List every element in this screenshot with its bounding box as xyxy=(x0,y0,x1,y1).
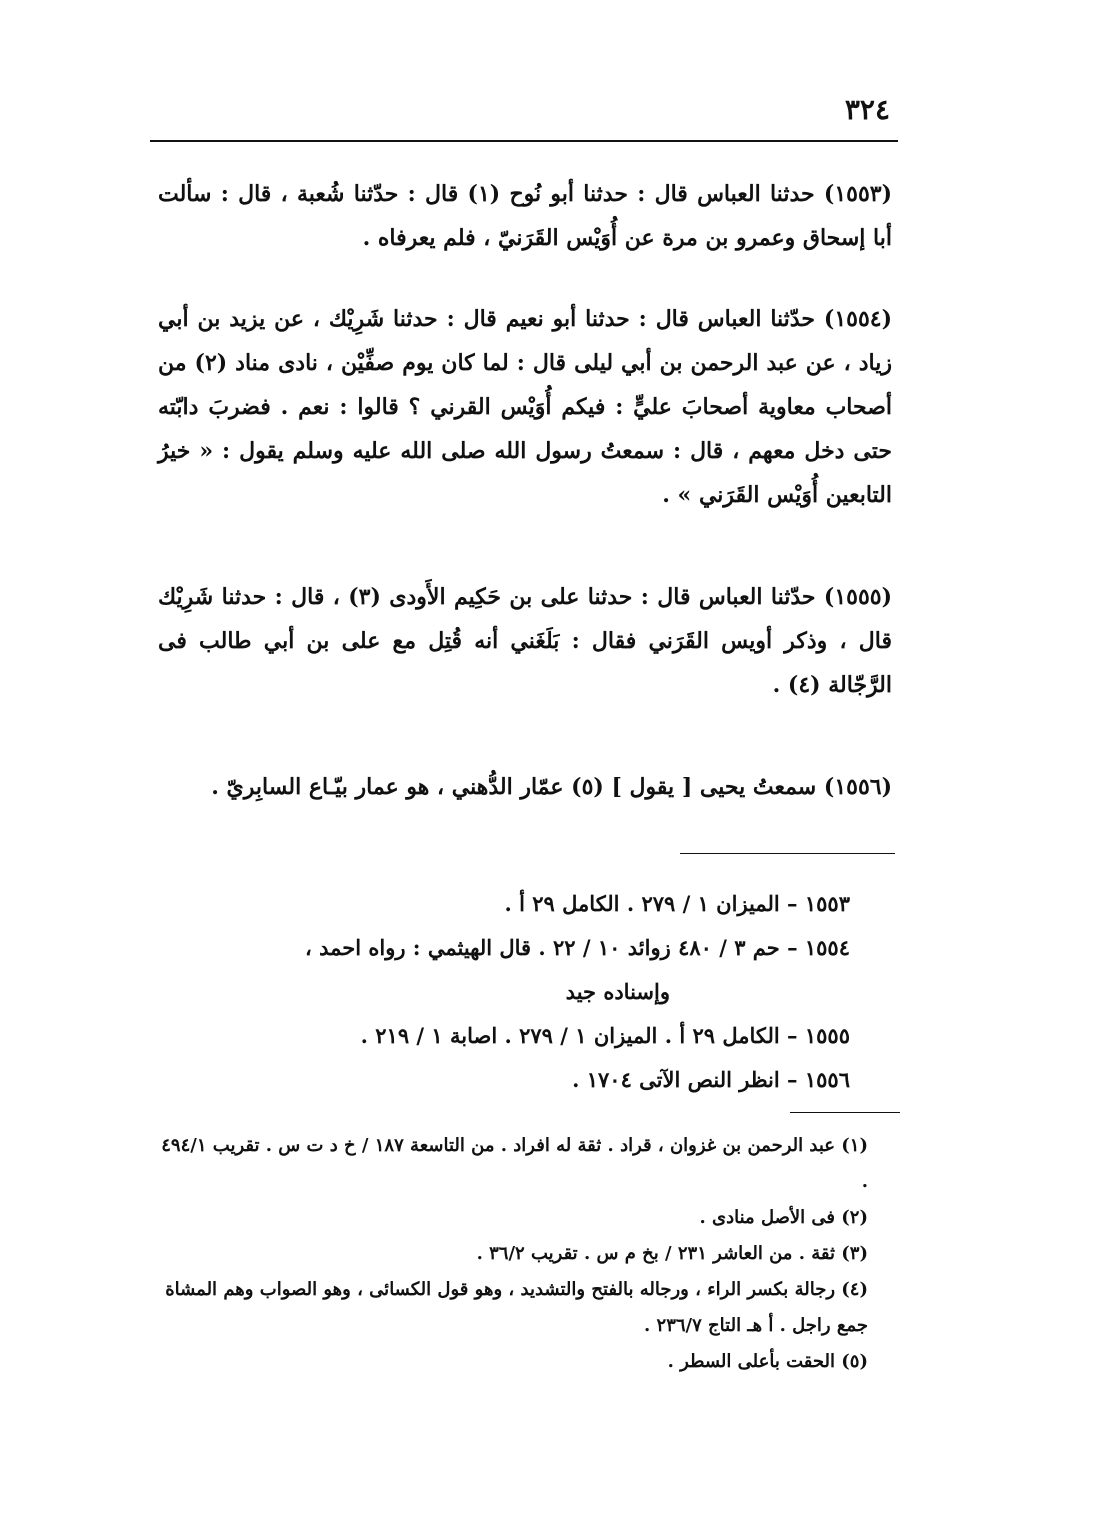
entry-number: (١٥٥٥) xyxy=(823,584,892,610)
entry-text: حدثنا العباس قال : حدثنا أبو نُوح (١) قال : حدّثنا شُعبة ، قال : سألت أبا إسحاق وعمرو بن مرة عن أُوَيْس القَرَنيّ ، فلم يعرفاه . xyxy=(158,181,892,251)
footnote: (١) عبد الرحمن بن غزوان ، قراد . ثقة له افراد . من التاسعة ١٨٧ / خ د ت س . تقريب ٤٩٤/١ . xyxy=(161,1135,868,1192)
reference-line: ١٥٥٥ – الكامل ٢٩ أ . الميزان ١ / ٢٧٩ . اصابة ١ / ٢١٩ . xyxy=(360,1023,850,1048)
footnotes xyxy=(160,1128,900,1380)
entry-text: حدّثنا العباس قال : حدثنا أبو نعيم قال : حدثنا شَرِيْك ، عن يزيد بن أبي زياد ، عن عبد الرحمن بن أبي ليلى قال : لما كان يوم صفِّيْن ، نادى مناد (٢) من أصحاب معاوية أصحابَ عليٍّ : فيكم أُوَيْس القرني ؟ قالوا : نعم . فضربَ دابّته حتى دخل معهم ، قال : سمعتُ رسول الله صلى الله عليه وسلم يقول : « خيرُ التابعين أُوَيْس القَرَني » . xyxy=(158,306,892,508)
entry-number: (١٥٥٦) xyxy=(823,774,892,800)
entry-text: حدّثنا العباس قال : حدثنا على بن حَكِيم الأَودى (٣) ، قال : حدثنا شَرِيْك قال ، وذكر أويس القَرَني فقال : بَلَغَني أنه قُتِل مع على بن أبي طالب فى الرَّجّالة (٤) . xyxy=(158,584,892,698)
references-rule xyxy=(680,853,895,854)
header-rule xyxy=(150,140,898,142)
reference-line: ١٥٥٤ – حم ٣ / ٤٨٠ زوائد ١٠ / ٢٢ . قال الهيثمي : رواه احمد ، xyxy=(304,935,850,960)
reference-line: ١٥٥٦ – انظر النص الآتى ١٧٠٤ . xyxy=(572,1067,850,1092)
reference-line: ١٥٥٣ – الميزان ١ / ٢٧٩ . الكامل ٢٩ أ . xyxy=(504,891,850,916)
entry-1556 xyxy=(158,765,892,809)
entry-number: (١٥٥٤) xyxy=(823,306,892,332)
footnote: (٢) فى الأصل منادى . xyxy=(699,1207,868,1228)
page-number: ٣٢٤ xyxy=(844,93,890,126)
footnote: (٥) الحقت بأعلى السطر . xyxy=(667,1351,868,1372)
entry-1554 xyxy=(158,297,892,517)
entry-1555 xyxy=(158,575,892,707)
entry-text: سمعتُ يحيى [ يقول ] (٥) عمّار الدُّهني ، هو عمار بيّـاع السابِريّ . xyxy=(211,774,817,800)
entry-number: (١٥٥٣) xyxy=(823,181,892,207)
references xyxy=(160,882,850,1102)
footnotes-rule xyxy=(790,1112,900,1113)
footnote: (٤) رجالة بكسر الراء ، ورجاله بالفتح والتشديد ، وهو قول الكسائى ، وهو الصواب وهم المشاة جمع راجل . أ هـ التاج ٢٣٦/٧ . xyxy=(165,1279,868,1336)
footnote: (٣) ثقة . من العاشر ٢٣١ / بخ م س . تقريب ٣٦/٢ . xyxy=(476,1243,868,1264)
reference-line: وإسناده جيد xyxy=(565,979,670,1004)
entry-1553 xyxy=(158,172,892,260)
